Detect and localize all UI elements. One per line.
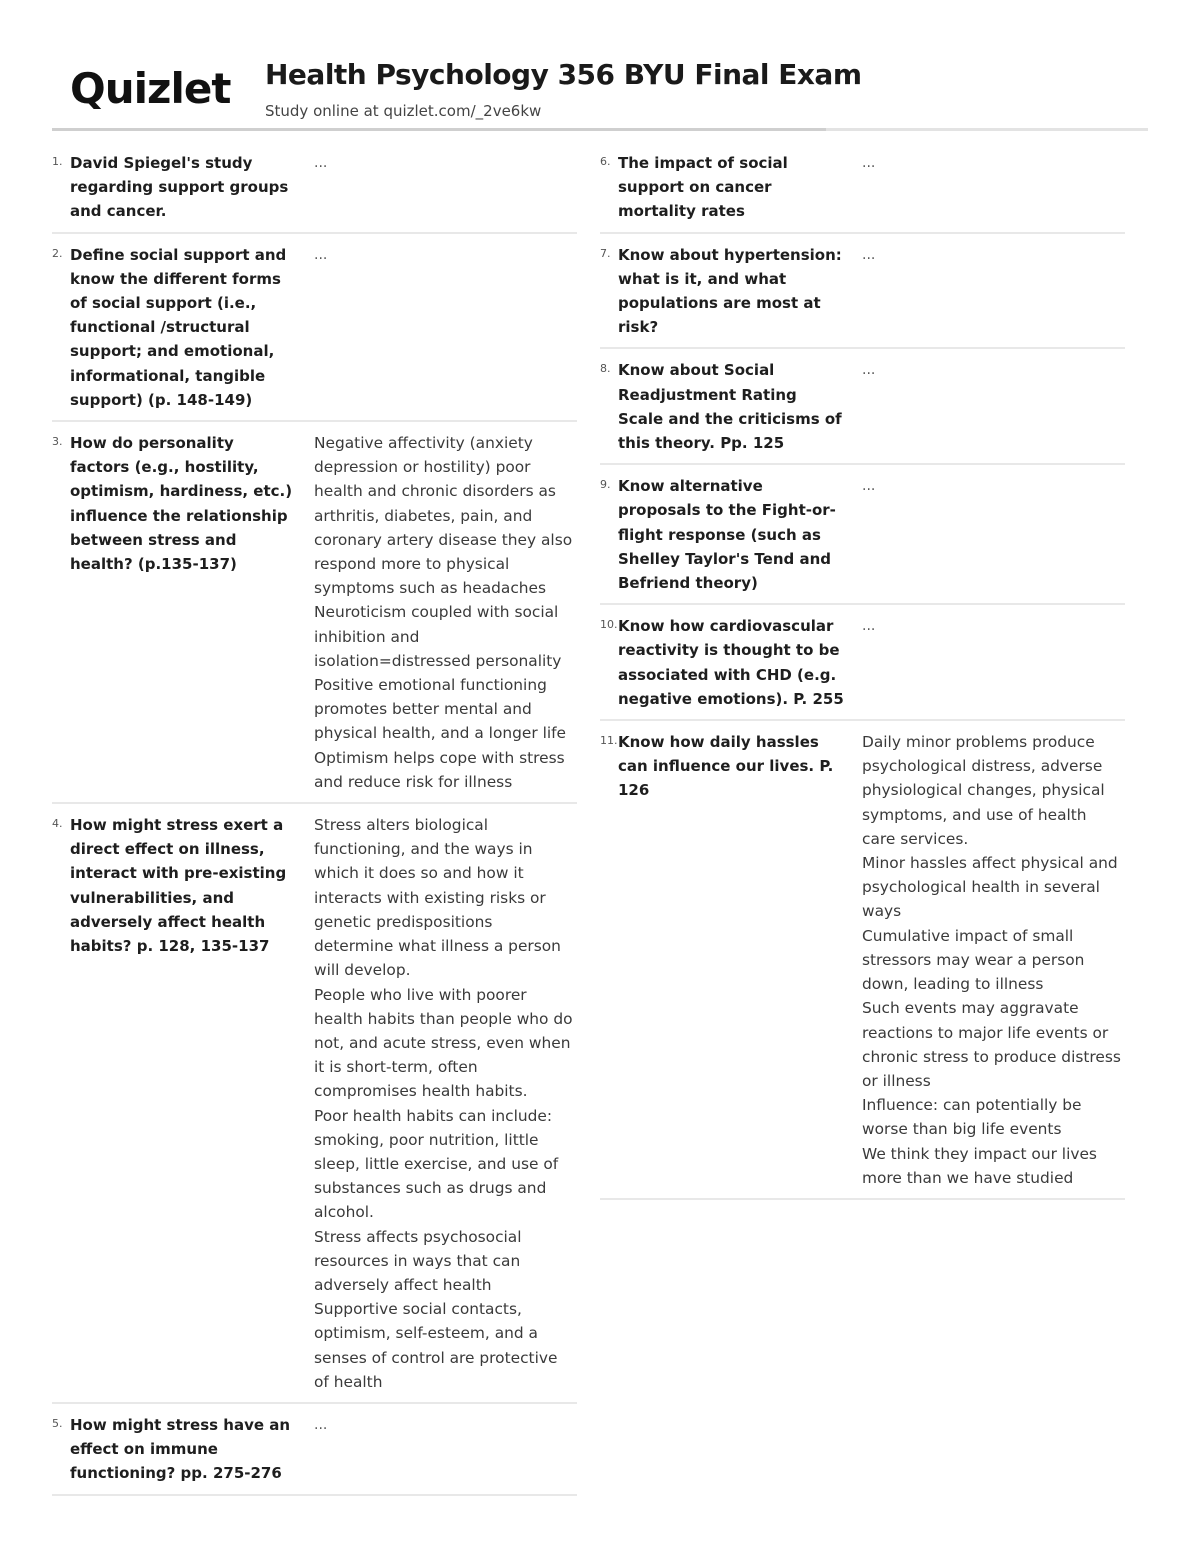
- flashcard-row: [600, 150, 1125, 234]
- definition-line: ...: [862, 362, 876, 379]
- definition-line: Optimism helps cope with stress and reduce risk for illness: [314, 748, 565, 791]
- flashcard-row: [52, 430, 577, 804]
- flashcard-row: [52, 150, 577, 234]
- card-term: Know how cardiovascular reactivity is thought to be associated with CHD (e.g. negative emotions). P. 255: [618, 617, 844, 708]
- definition-line: ...: [314, 1416, 328, 1433]
- card-number: 2.: [52, 246, 63, 260]
- definition-line: Negative affectivity (anxiety depression or hostility) poor health and chronic disorders as arthritis, diabetes, pain, and coronary artery disease they also respond more to physical symptoms such as headaches: [314, 434, 573, 598]
- card-definition: [314, 1413, 577, 1486]
- page-header: [52, 56, 1148, 132]
- definition-line: Neuroticism coupled with social inhibition and isolation=distressed personality: [314, 603, 562, 670]
- left-column: [52, 150, 577, 1504]
- card-definition: [862, 243, 1125, 340]
- card-definition: [314, 813, 577, 1394]
- card-definition: [862, 474, 1125, 595]
- quizlet-logo[interactable]: Quizlet: [70, 64, 231, 113]
- flashcard-row: [52, 812, 577, 1404]
- card-number: 8.: [600, 362, 611, 376]
- page-title: Health Psychology 356 BYU Final Exam: [265, 58, 862, 91]
- flashcard-row: [52, 1412, 577, 1496]
- card-number: 9.: [600, 478, 611, 492]
- card-definition: [314, 431, 577, 794]
- card-definition: [862, 614, 1125, 711]
- definition-line: ...: [862, 478, 876, 495]
- card-definition: [314, 151, 577, 224]
- card-number: 6.: [600, 155, 611, 168]
- card-term: Know about Social Readjustment Rating Scale and the criticisms of this theory. Pp. 125: [618, 361, 842, 453]
- card-term: Define social support and know the different forms of social support (i.e., functional /structural support; and emotional, informational, tangible support) (p. 148-149): [70, 245, 287, 409]
- definition-line: Minor hassles affect physical and psychological health in several ways: [862, 854, 1118, 921]
- study-online-link[interactable]: Study online at quizlet.com/_2ve6kw: [265, 102, 542, 120]
- card-number: 1.: [52, 155, 63, 168]
- card-term: David Spiegel's study regarding support groups and cancer.: [70, 154, 289, 221]
- card-term: How might stress exert a direct effect on illness, interact with pre-existing vulnerabilities, and adversely affect health habits? p. 128, 135-137: [70, 816, 287, 956]
- flashcard-row: [600, 613, 1125, 721]
- flashcard-row: [600, 357, 1125, 465]
- definition-line: Stress affects psychosocial resources in ways that can adversely affect health: [314, 1227, 522, 1294]
- right-column: [600, 150, 1125, 1208]
- definition-line: People who live with poorer health habits than people who do not, and acute stress, even when it is short-term, often compromises health habits.: [314, 985, 573, 1101]
- header-divider-light: [826, 128, 1148, 131]
- flashcard-row: [52, 242, 577, 422]
- card-number: 11.: [600, 734, 618, 748]
- definition-line: Daily minor problems produce psychological distress, adverse physiological changes, physical symptoms, and use of health care services.: [862, 733, 1105, 848]
- definition-line: Poor health habits can include: smoking, poor nutrition, little sleep, little exercise, and use of substances such as drugs and alcohol.: [314, 1106, 559, 1222]
- flashcard-row: [600, 242, 1125, 350]
- card-definition: [862, 358, 1125, 455]
- card-definition: [862, 151, 1125, 224]
- definition-line: Cumulative impact of small stressors may wear a person down, leading to illness: [862, 926, 1085, 994]
- definition-line: ...: [862, 618, 876, 635]
- definition-line: Such events may aggravate reactions to major life events or chronic stress to produce distress or illness: [862, 999, 1121, 1090]
- card-term: Know how daily hassles can influence our lives. P. 126: [618, 733, 834, 800]
- definition-line: ...: [862, 155, 876, 171]
- card-term: How might stress have an effect on immune functioning? pp. 275-276: [70, 1415, 291, 1483]
- card-number: 7.: [600, 246, 611, 260]
- flashcard-row: [600, 473, 1125, 605]
- card-term: Know alternative proposals to the Fight-or-flight response (such as Shelley Taylor's Tend and Befriend theory): [618, 477, 836, 593]
- card-term: How do personality factors (e.g., hostility, optimism, hardiness, etc.) influence the relationship between stress and health? (p.135-137): [70, 434, 293, 574]
- card-definition: [314, 243, 577, 412]
- definition-line: Influence: can potentially be worse than big life events: [862, 1096, 1082, 1139]
- header-divider: [52, 128, 826, 131]
- definition-line: ...: [314, 155, 328, 171]
- definition-line: ...: [314, 246, 328, 263]
- definition-line: ...: [862, 246, 876, 263]
- definition-line: Positive emotional functioning promotes better mental and physical health, and a longer life: [314, 676, 567, 743]
- card-definition: [862, 730, 1125, 1190]
- definition-line: Stress alters biological functioning, and the ways in which it does so and how it interacts with existing risks or genetic predispositions determine what illness a person will develop.: [314, 816, 561, 980]
- card-number: 10.: [600, 618, 618, 632]
- card-number: 3.: [52, 435, 63, 449]
- definition-line: We think they impact our lives more than we have studied: [862, 1144, 1097, 1187]
- card-term: The impact of social support on cancer mortality rates: [618, 154, 788, 221]
- card-number: 5.: [52, 1416, 63, 1430]
- definition-line: Supportive social contacts, optimism, self-esteem, and a senses of control are protective of health: [314, 1300, 558, 1391]
- flashcard-row: [600, 729, 1125, 1200]
- card-term: Know about hypertension: what is it, and what populations are most at risk?: [618, 245, 842, 337]
- card-number: 4.: [52, 817, 63, 831]
